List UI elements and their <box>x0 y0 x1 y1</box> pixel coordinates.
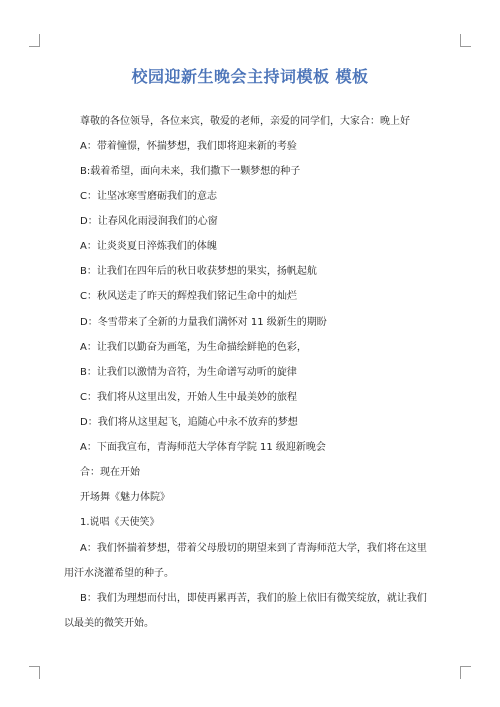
text-line: A：下面我宣布，青海师范大学体育学院 11 级迎新晚会 <box>80 442 326 453</box>
crop-mark-bottom-left <box>29 666 40 679</box>
crop-mark-top-left <box>29 34 40 47</box>
text-line: B：让我们以激情为音符，为生命谱写动听的旋律 <box>80 367 297 378</box>
crop-mark-bottom-right <box>460 666 471 679</box>
text-line: 合：现在开始 <box>80 467 140 478</box>
text-line: D：让春风化雨浸润我们的心窗 <box>80 216 218 227</box>
text-line: D：冬雪带来了全新的力量我们满怀对 11 级新生的期盼 <box>80 317 327 328</box>
text-line: B：让我们在四年后的秋日收获梦想的果实，扬帆起航 <box>80 266 317 277</box>
text-line: C：秋风送走了昨天的辉煌我们铭记生命中的灿烂 <box>80 291 297 302</box>
text-line: C：我们将从这里出发，开始人生中最美妙的旅程 <box>80 392 297 403</box>
body-paragraph: B：我们为理想而付出，即使再累再苦，我们的脸上依旧有微笑绽放，就让我们以最美的微笑开始。 <box>64 593 427 629</box>
body-paragraph: A：我们怀揣着梦想，带着父母殷切的期望来到了青海师范大学，我们将在这里用汗水浇灌希望的种子。 <box>64 543 427 579</box>
crop-mark-top-right <box>460 34 471 47</box>
text-line: A：带着憧憬，怀揣梦想，我们即将迎来新的考验 <box>80 141 297 152</box>
text-line: C：让坚冰寒雪磨砺我们的意志 <box>80 191 217 202</box>
text-line: B:载着希望，面向未来，我们撒下一颗梦想的种子 <box>80 166 301 177</box>
text-line: A：让我们以勤奋为画笔，为生命描绘鲜艳的色彩， <box>80 342 307 353</box>
text-line: 尊敬的各位领导，各位来宾，敬爱的老师，亲爱的同学们，大家合：晚上好 <box>80 116 410 127</box>
text-line: A：让炎炎夏日淬炼我们的体魄 <box>80 241 217 252</box>
document-title: 校园迎新生晚会主持词模板 模板 <box>131 67 369 86</box>
text-line: D：我们将从这里起飞，追随心中永不放弃的梦想 <box>80 417 298 428</box>
text-line: 开场舞《魅力体院》 <box>80 492 170 503</box>
text-line: 1.说唱《天使笑》 <box>80 517 160 528</box>
